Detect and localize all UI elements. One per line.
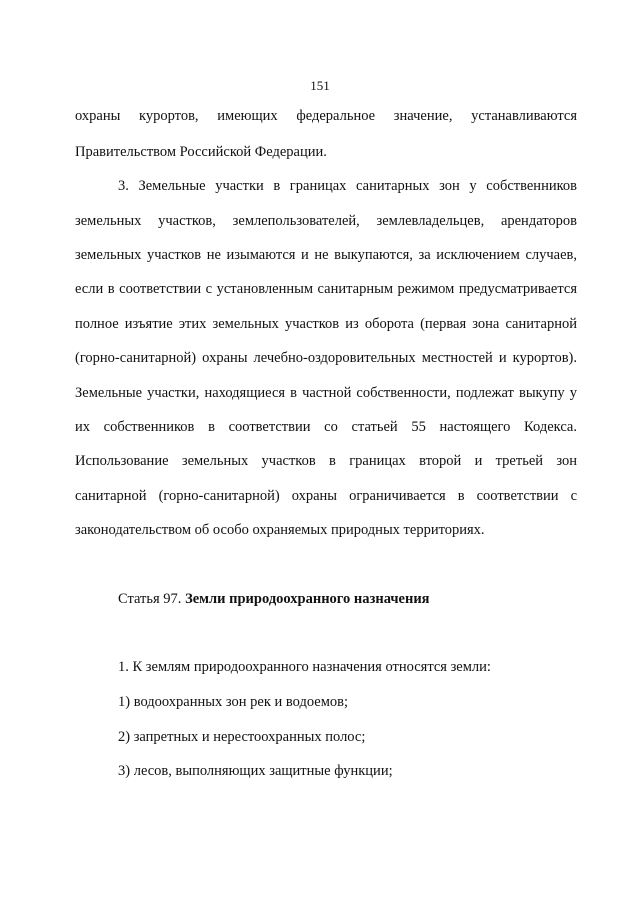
text-line: Земельные участки, находящиеся в частной собственности, подлежат выкупу у [75,385,577,401]
text-line: если в соответствии с установленным санитарным режимом предусматривается [75,281,577,297]
text-line: (горно-санитарной) охраны лечебно-оздоровительных местностей и курортов). [75,350,577,366]
text-line: земельных участков не изымаются и не выкупаются, за исключением случаев, [75,247,577,263]
article-title: Земли природоохранного назначения [185,591,430,607]
list-item: 1) водоохранных зон рек и водоемов; [118,694,349,710]
text-line: охраны курортов, имеющих федеральное значение, устанавливаются [75,108,577,124]
list-intro: 1. К землям природоохранного назначения относятся земли: [118,659,491,675]
text-line: их собственников в соответствии со статьей 55 настоящего Кодекса. [75,419,577,435]
text-line: земельных участков, землепользователей, землевладельцев, арендаторов [75,213,577,229]
text-line: Использование земельных участков в границах второй и третьей зон [75,453,577,469]
text-line: санитарной (горно-санитарной) охраны ограничивается в соответствии с [75,488,577,504]
page-number: 151 [310,78,330,93]
list-item: 3) лесов, выполняющих защитные функции; [118,763,393,779]
text-line: полное изъятие этих земельных участков из оборота (первая зона санитарной [75,316,577,332]
list-item: 2) запретных и нерестоохранных полос; [118,729,366,745]
text-line: Правительством Российской Федерации. [75,144,327,160]
text-line: законодательством об особо охраняемых природных территориях. [75,522,485,538]
article-heading [118,590,577,608]
article-number: Статья 97. [118,591,186,607]
paragraph-start: 3. Земельные участки в границах санитарных зон у собственников [118,178,577,194]
